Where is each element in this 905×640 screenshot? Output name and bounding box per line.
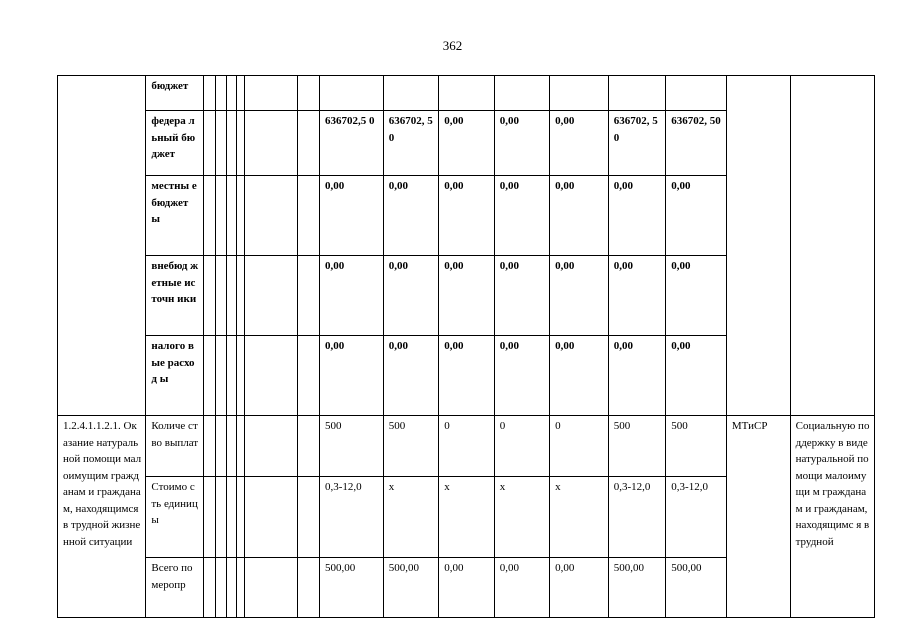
empty-cell: [203, 111, 215, 176]
value-cell: 636702,5 0: [320, 111, 384, 176]
empty-cell: [236, 477, 244, 558]
value-cell: 0,00: [550, 176, 609, 256]
value-cell: 0,00: [550, 336, 609, 416]
empty-cell: [298, 111, 320, 176]
value-cell: 500: [383, 416, 438, 477]
empty-cell: [245, 76, 298, 111]
value-cell: 636702, 50: [666, 111, 727, 176]
empty-cell: [298, 176, 320, 256]
empty-cell: [245, 477, 298, 558]
source-label: бюджет: [146, 76, 204, 111]
empty-cell: [494, 76, 549, 111]
value-cell: 0,00: [608, 256, 666, 336]
value-cell: 500: [666, 416, 727, 477]
value-cell: 0,00: [666, 256, 727, 336]
empty-cell: [236, 336, 244, 416]
empty-cell: [203, 76, 215, 111]
empty-cell: [226, 416, 236, 477]
empty-cell: [245, 416, 298, 477]
empty-cell: [216, 477, 226, 558]
empty-cell: [58, 76, 146, 416]
value-cell: 500: [320, 416, 384, 477]
indicator-label: Всего по меропр: [146, 558, 204, 618]
table-row: [58, 416, 875, 477]
empty-cell: [203, 256, 215, 336]
value-cell: 0,00: [608, 176, 666, 256]
value-cell: 0: [439, 416, 494, 477]
measure-name: 1.2.4.1.1.2.1. Оказание натуральной помощи малоимущим гражданам и гражданам, находящимся в трудной жизненной ситуации: [58, 416, 146, 618]
value-cell: 0,00: [439, 111, 494, 176]
empty-cell: [439, 76, 494, 111]
value-cell: 0,3-12,0: [320, 477, 384, 558]
source-label: местны е бюджет ы: [146, 176, 204, 256]
indicator-label: Стоимо сть единиц ы: [146, 477, 204, 558]
empty-cell: [236, 558, 244, 618]
empty-cell: [226, 477, 236, 558]
empty-cell: [320, 76, 384, 111]
value-cell: 0,00: [494, 176, 549, 256]
value-cell: 500: [608, 416, 666, 477]
source-label: внебюд жетные источн ики: [146, 256, 204, 336]
table-row: [58, 76, 875, 111]
result-cell: Социальную поддержку в виде натуральной помощи малоимущи м гражданам и гражданам, находящимс я в трудной: [790, 416, 874, 618]
empty-cell: [226, 76, 236, 111]
empty-cell: [216, 76, 226, 111]
empty-cell: [245, 336, 298, 416]
empty-cell: [226, 256, 236, 336]
value-cell: х: [439, 477, 494, 558]
value-cell: 0,00: [383, 256, 438, 336]
empty-cell: [298, 76, 320, 111]
empty-cell: [236, 416, 244, 477]
empty-cell: [245, 111, 298, 176]
empty-cell: [226, 111, 236, 176]
value-cell: 0,00: [439, 336, 494, 416]
empty-cell: [298, 336, 320, 416]
empty-cell: [550, 76, 609, 111]
empty-cell: [245, 558, 298, 618]
executor-cell: МТиСР: [726, 416, 790, 618]
value-cell: 0,00: [494, 256, 549, 336]
empty-cell: [298, 256, 320, 336]
value-cell: 0,00: [550, 256, 609, 336]
budget-table: [57, 75, 875, 618]
empty-cell: [203, 477, 215, 558]
value-cell: 0,00: [383, 176, 438, 256]
value-cell: х: [550, 477, 609, 558]
empty-cell: [236, 176, 244, 256]
value-cell: 500,00: [320, 558, 384, 618]
empty-cell: [790, 76, 874, 416]
empty-cell: [245, 256, 298, 336]
value-cell: 0,3-12,0: [666, 477, 727, 558]
empty-cell: [226, 558, 236, 618]
empty-cell: [226, 176, 236, 256]
source-label: федера льный бюджет: [146, 111, 204, 176]
value-cell: 0: [494, 416, 549, 477]
empty-cell: [203, 558, 215, 618]
value-cell: 0,00: [439, 558, 494, 618]
value-cell: 636702, 50: [608, 111, 666, 176]
empty-cell: [216, 558, 226, 618]
page-number: 362: [442, 38, 463, 53]
empty-cell: [383, 76, 438, 111]
value-cell: 0,00: [666, 176, 727, 256]
value-cell: 500,00: [666, 558, 727, 618]
value-cell: 0,00: [666, 336, 727, 416]
empty-cell: [216, 256, 226, 336]
value-cell: 0,00: [494, 558, 549, 618]
empty-cell: [216, 176, 226, 256]
empty-cell: [298, 477, 320, 558]
indicator-label: Количе ство выплат: [146, 416, 204, 477]
value-cell: 0,3-12,0: [608, 477, 666, 558]
value-cell: 0,00: [608, 336, 666, 416]
empty-cell: [226, 336, 236, 416]
empty-cell: [236, 111, 244, 176]
value-cell: 0,00: [494, 336, 549, 416]
empty-cell: [236, 256, 244, 336]
empty-cell: [203, 336, 215, 416]
value-cell: 0,00: [439, 256, 494, 336]
value-cell: х: [494, 477, 549, 558]
value-cell: 0,00: [320, 336, 384, 416]
empty-cell: [216, 416, 226, 477]
empty-cell: [666, 76, 727, 111]
empty-cell: [236, 76, 244, 111]
value-cell: 0,00: [439, 176, 494, 256]
source-label: налого вые расход ы: [146, 336, 204, 416]
value-cell: 636702, 50: [383, 111, 438, 176]
value-cell: 0,00: [550, 111, 609, 176]
value-cell: 0: [550, 416, 609, 477]
value-cell: 500,00: [608, 558, 666, 618]
empty-cell: [298, 416, 320, 477]
empty-cell: [726, 76, 790, 416]
value-cell: 0,00: [320, 176, 384, 256]
empty-cell: [245, 176, 298, 256]
value-cell: 0,00: [383, 336, 438, 416]
empty-cell: [298, 558, 320, 618]
empty-cell: [203, 176, 215, 256]
value-cell: х: [383, 477, 438, 558]
value-cell: 0,00: [550, 558, 609, 618]
value-cell: 0,00: [494, 111, 549, 176]
empty-cell: [216, 336, 226, 416]
empty-cell: [216, 111, 226, 176]
value-cell: 0,00: [320, 256, 384, 336]
empty-cell: [608, 76, 666, 111]
empty-cell: [203, 416, 215, 477]
value-cell: 500,00: [383, 558, 438, 618]
